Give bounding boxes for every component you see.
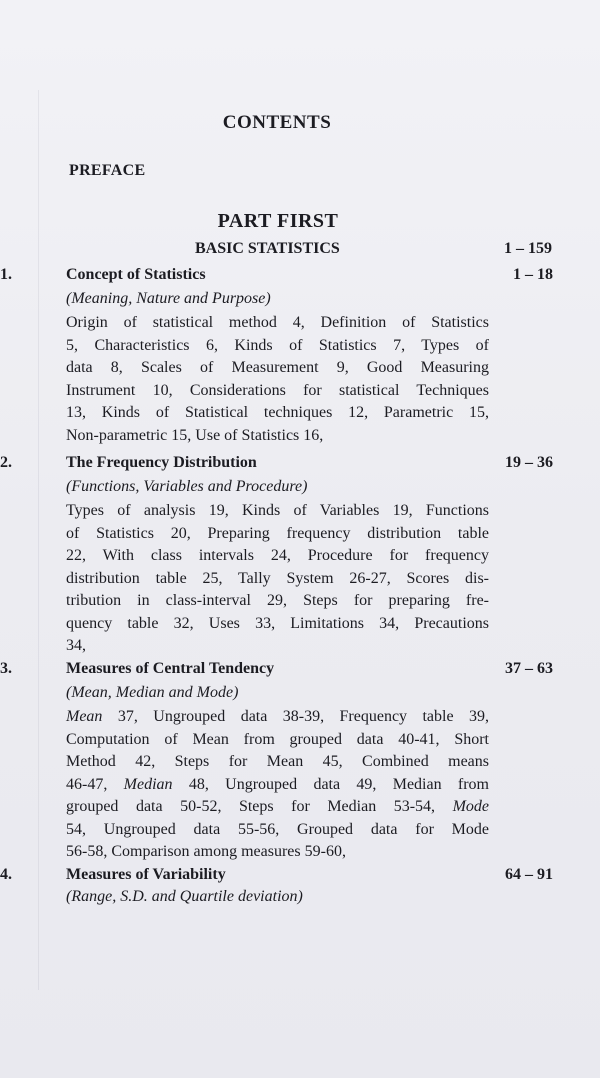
entry-title: Measures of Variability [66,866,226,883]
entry-line: grouped data 50-52, Steps for Median 53-54, Mode [66,798,489,815]
entry-title: The Frequency Distribution [66,454,257,471]
entry-subtitle: (Mean, Median and Mode) [66,684,239,701]
entry-subtitle: (Meaning, Nature and Purpose) [66,290,271,307]
entry-line: 46-47, Median 48, Ungrouped data 49, Median from [66,775,489,793]
entry-line: 22, With class intervals 24, Procedure for frequency [66,547,489,564]
entry-title: Measures of Central Tendency [66,660,275,677]
entry-line: Computation of Mean from grouped data 40-41, Short [66,730,489,748]
entry-line: tribution in class-interval 29, Steps for preparing fre- [66,592,489,609]
contents-heading: CONTENTS [222,112,332,133]
entry-number: 4. [0,866,12,883]
entry-page-range: 37 – 63 [505,660,553,677]
entry-line: 5, Characteristics 6, Kinds of Statistics 7, Types of [66,336,489,354]
entry-page-range: 19 – 36 [505,454,553,471]
preface-heading: PREFACE [69,162,146,179]
entry-number: 1. [0,266,12,283]
entry-line: 34, [66,637,86,654]
entry-page-range: 64 – 91 [505,866,553,883]
entry-line: quency table 32, Uses 33, Limitations 34, Precautions [66,614,489,632]
entry-subtitle: (Functions, Variables and Procedure) [66,478,308,495]
entry-title: Concept of Statistics [66,266,206,283]
part-title: PART FIRST [217,210,339,232]
entry-line: data 8, Scales of Measurement 9, Good Measuring [66,359,489,376]
entry-number: 3. [0,660,12,677]
entry-line: Instrument 10, Considerations for statistical Techniques [66,381,489,399]
entry-line: Origin of statistical method 4, Definition of Statistics [66,314,489,331]
entry-line: Mean 37, Ungrouped data 38-39, Frequency table 39, [66,708,489,725]
entry-page-range: 1 – 18 [513,266,553,283]
entry-subtitle: (Range, S.D. and Quartile deviation) [66,888,303,905]
entry-line: of Statistics 20, Preparing frequency distribution table [66,524,489,542]
entry-line: 54, Ungrouped data 55-56, Grouped data for Mode [66,820,489,838]
entry-line: distribution table 25, Tally System 26-27, Scores dis- [66,569,489,587]
part-subtitle: BASIC STATISTICS [195,240,340,257]
entry-line: Non-parametric 15, Use of Statistics 16, [66,426,324,444]
entry-line: Method 42, Steps for Mean 45, Combined means [66,753,489,770]
entry-line: Types of analysis 19, Kinds of Variables 19, Functions [66,502,489,519]
entry-line: 56-58, Comparison among measures 59-60, [66,843,346,860]
entry-number: 2. [0,454,12,471]
part-page-range: 1 – 159 [504,240,552,257]
entry-line: 13, Kinds of Statistical techniques 12, Parametric 15, [66,404,489,421]
